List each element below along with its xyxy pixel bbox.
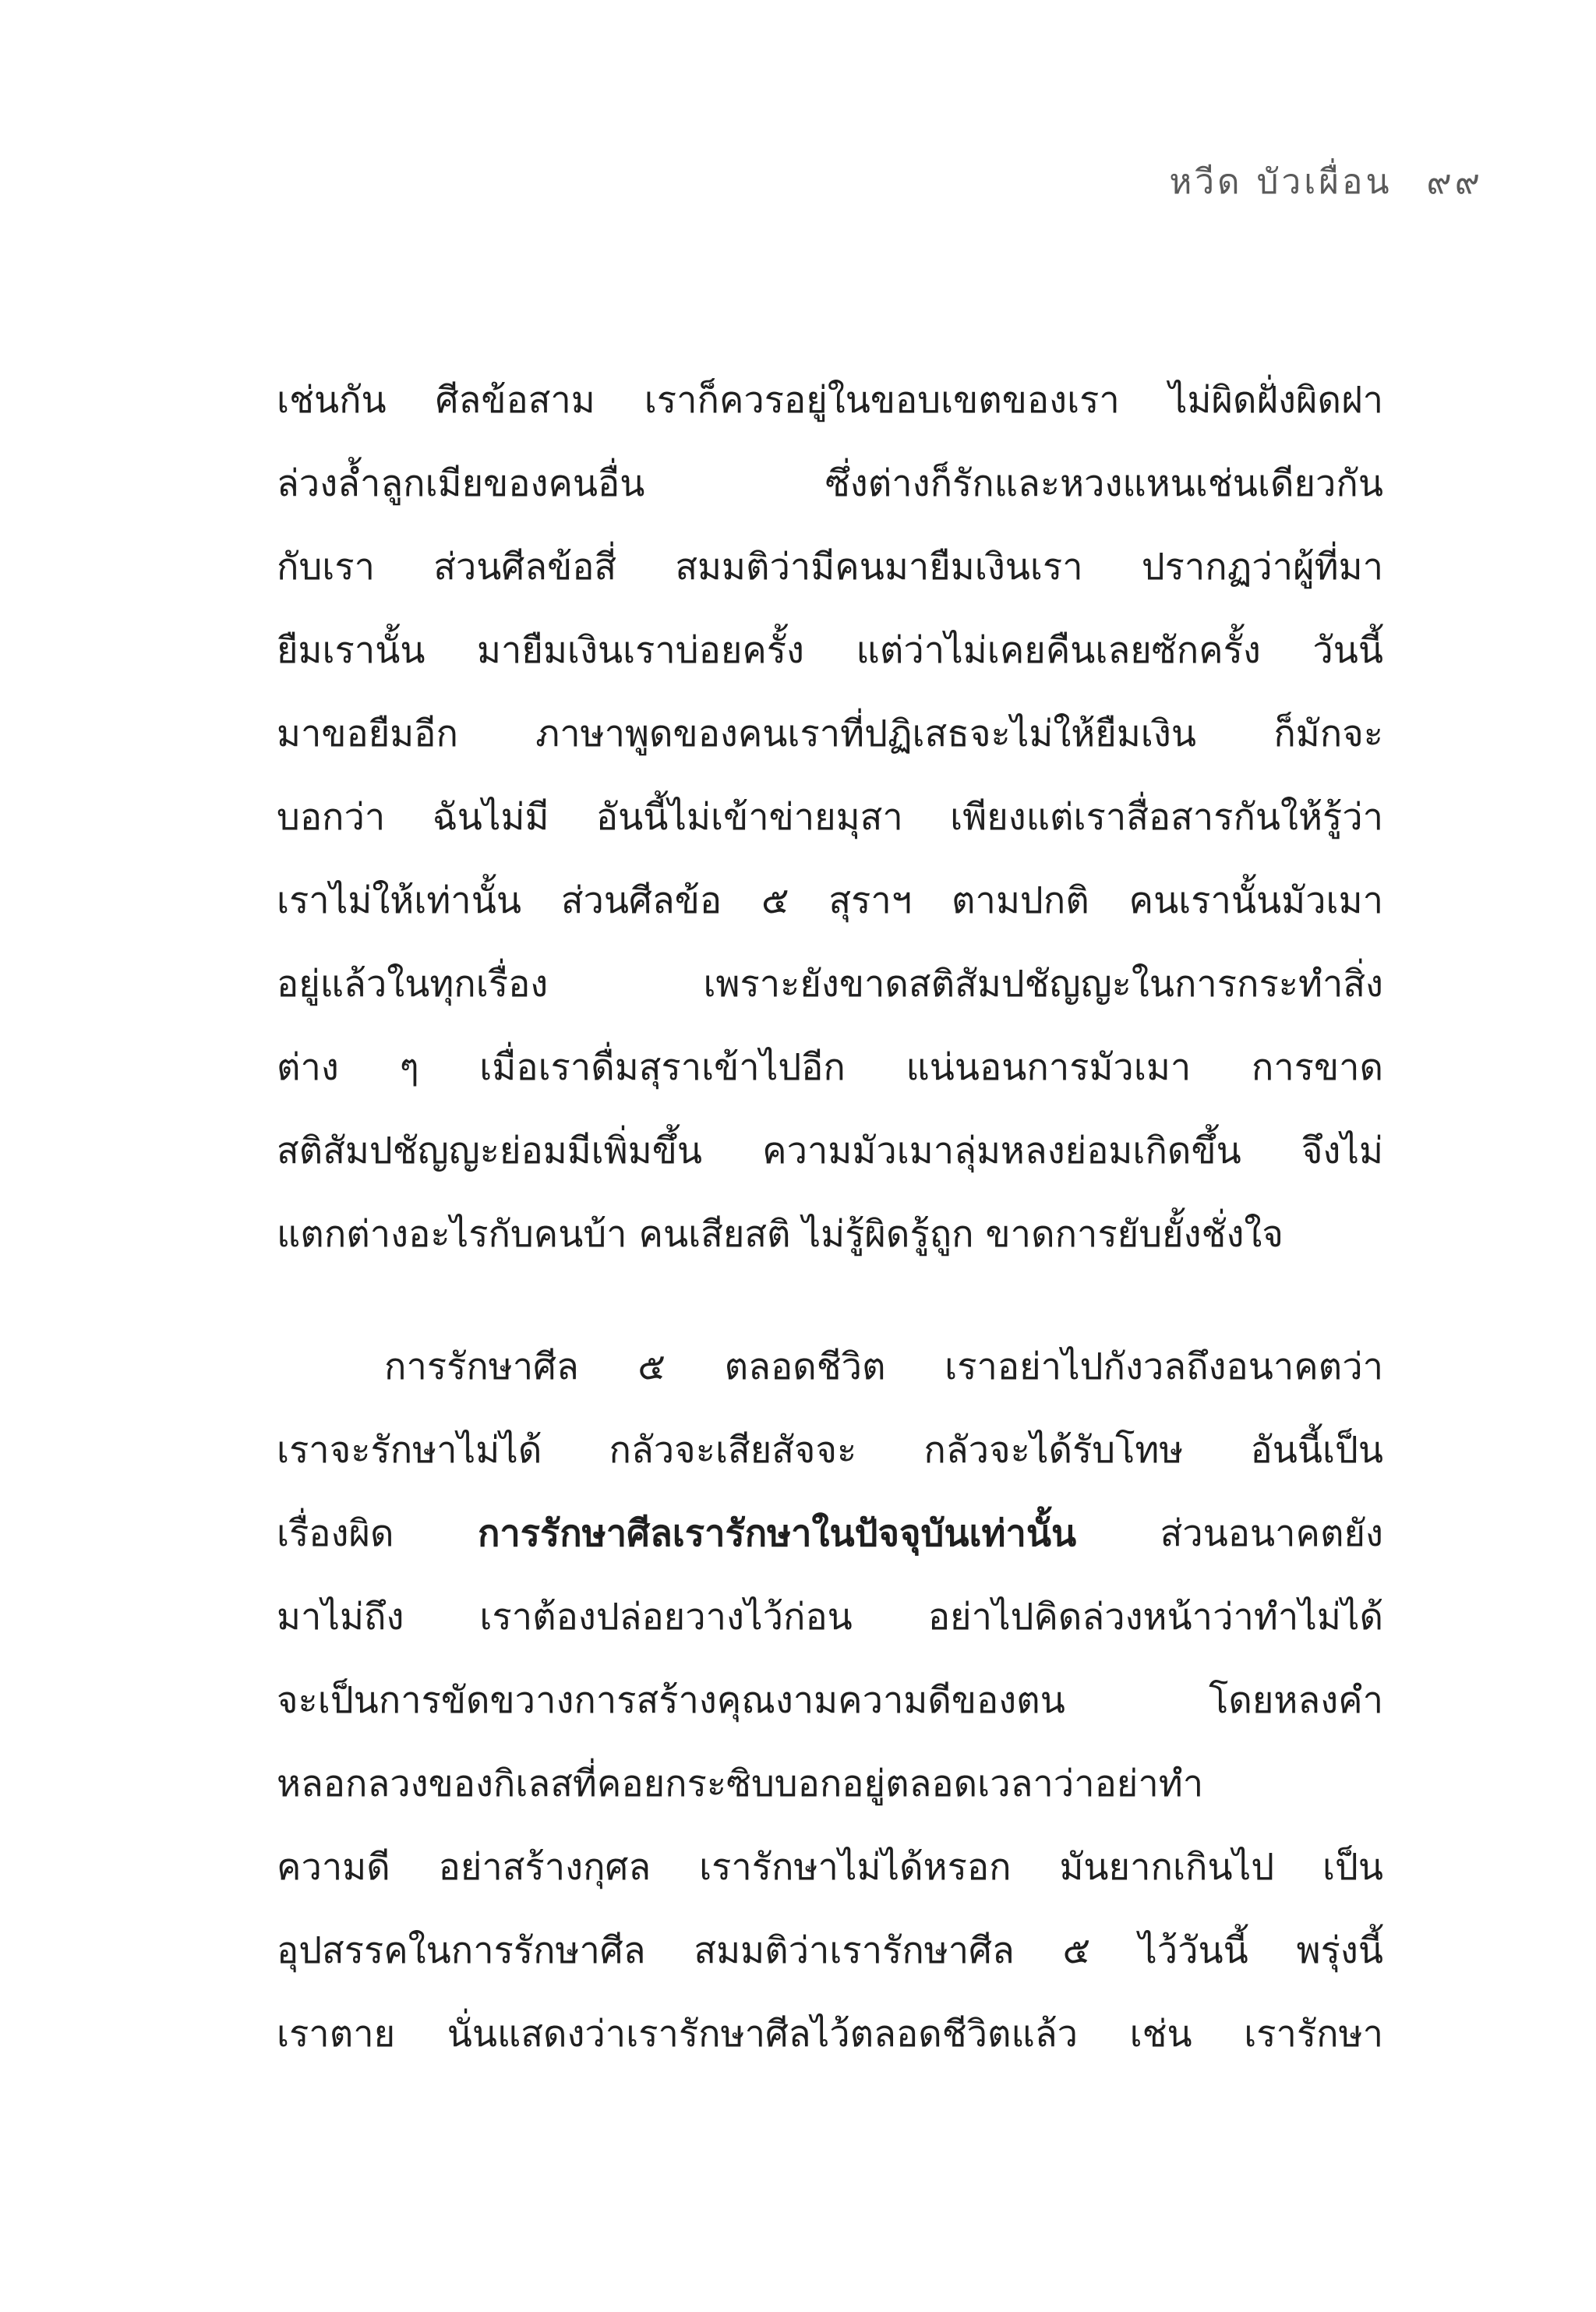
running-header <box>1169 154 1483 209</box>
text-line: อุปสรรคในการรักษาศีล สมมติว่าเรารักษาศีล ๕ ไว้วันนี้ พรุ่งนี้ <box>277 1929 1383 1972</box>
paragraph-1 <box>277 359 1383 1276</box>
text-line-with-emphasis <box>277 1492 1383 1575</box>
text-line: ต่าง ๆ เมื่อเราดื่มสุราเข้าไปอีก แน่นอนการมัวเมา การขาด <box>277 1046 1383 1089</box>
text-run: ส่วนอนาคตยัง <box>1076 1512 1383 1555</box>
text-line: ยืมเรานั้น มายืมเงินเราบ่อยครั้ง แต่ว่าไม่เคยคืนเลยซักครั้ง วันนี้ <box>277 629 1383 672</box>
text-run: เรื่องผิด <box>277 1512 478 1555</box>
text-line: เราจะรักษาไม่ได้ กลัวจะเสียสัจจะ กลัวจะได้รับโทษ อันนี้เป็น <box>277 1429 1383 1472</box>
header-page-number: ๙๙ <box>1426 162 1483 202</box>
text-line: การรักษาศีล ๕ ตลอดชีวิต เราอย่าไปกังวลถึงอนาคตว่า <box>384 1345 1383 1388</box>
text-line: แตกต่างอะไรกับคนบ้า คนเสียสติ ไม่รู้ผิดรู้ถูก ขาดการยับยั้งชั่งใจ <box>277 1213 1284 1256</box>
text-line: เช่นกัน ศีลข้อสาม เราก็ควรอยู่ในขอบเขตของเรา ไม่ผิดฝั่งผิดฝา <box>277 379 1383 422</box>
text-line: มาไม่ถึง เราต้องปล่อยวางไว้ก่อน อย่าไปคิดล่วงหน้าว่าทำไม่ได้ <box>277 1596 1383 1639</box>
text-line: ความดี อย่าสร้างกุศล เรารักษาไม่ได้หรอก มันยากเกินไป เป็น <box>277 1846 1383 1889</box>
text-line: อยู่แล้วในทุกเรื่อง เพราะยังขาดสติสัมปชัญญะในการกระทำสิ่ง <box>277 963 1383 1006</box>
text-line: ล่วงล้ำลูกเมียของคนอื่น ซึ่งต่างก็รักและหวงแหนเช่นเดียวกัน <box>277 462 1383 505</box>
text-line: เราตาย นั่นแสดงว่าเรารักษาศีลไว้ตลอดชีวิตแล้ว เช่น เรารักษา <box>277 2013 1383 2056</box>
text-line: บอกว่า ฉันไม่มี อันนี้ไม่เข้าข่ายมุสา เพียงแต่เราสื่อสารกันให้รู้ว่า <box>277 796 1383 839</box>
text-line: หลอกลวงของกิเลสที่คอยกระซิบบอกอยู่ตลอดเวลาว่าอย่าทำ <box>277 1762 1204 1805</box>
text-line: เราไม่ให้เท่านั้น ส่วนศีลข้อ ๕ สุราฯ ตามปกติ คนเรานั้นมัวเมา <box>277 879 1383 922</box>
paragraph-2 <box>277 1325 1383 2076</box>
text-line: สติสัมปชัญญะย่อมมีเพิ่มขึ้น ความมัวเมาลุ่มหลงย่อมเกิดขึ้น จึงไม่ <box>277 1129 1383 1172</box>
text-line: จะเป็นการขัดขวางการสร้างคุณงามความดีของตน โดยหลงคำ <box>277 1679 1383 1722</box>
text-line: กับเรา ส่วนศีลข้อสี่ สมมติว่ามีคนมายืมเงินเรา ปรากฏว่าผู้ที่มา <box>277 546 1383 589</box>
text-line: มาขอยืมอีก ภาษาพูดของคนเราที่ปฏิเสธจะไม่ให้ยืมเงิน ก็มักจะ <box>277 712 1383 755</box>
header-author: หวีด บัวเผื่อน <box>1169 162 1393 202</box>
emphasized-text: การรักษาศีลเรารักษาในปัจจุบันเท่านั้น <box>477 1512 1077 1555</box>
